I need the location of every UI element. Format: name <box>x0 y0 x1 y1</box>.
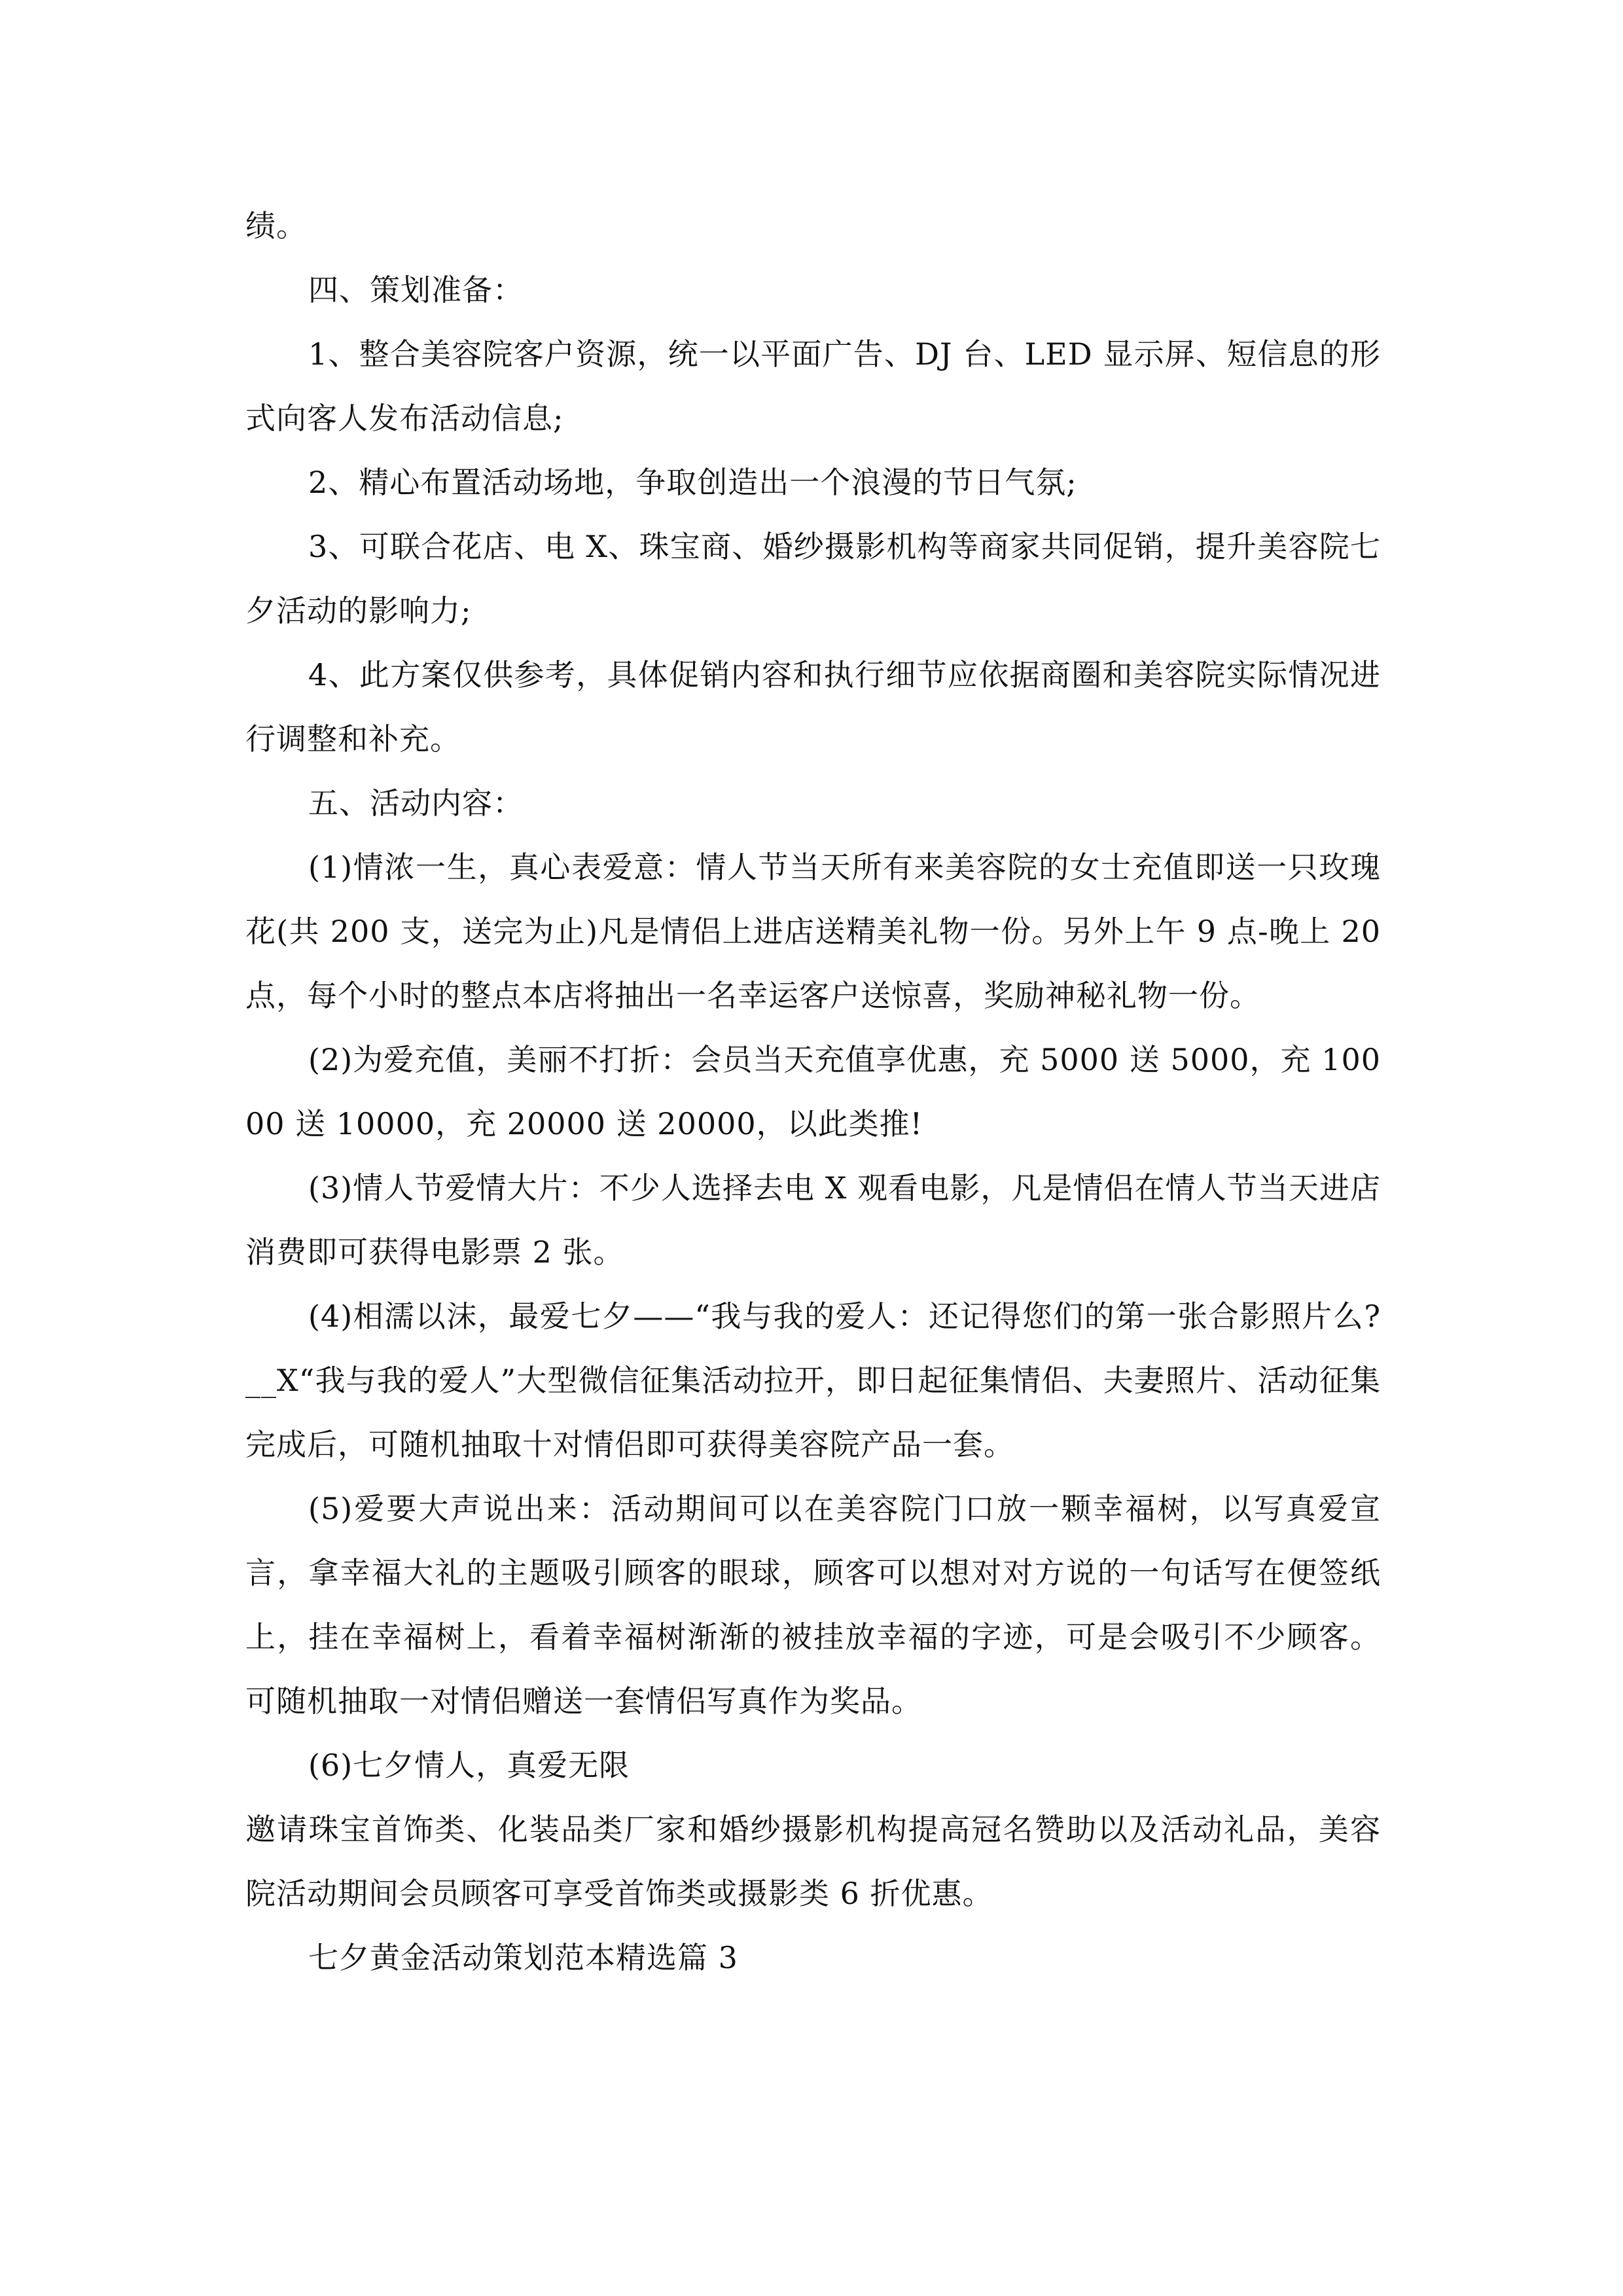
next-section-title: 七夕黄金活动策划范本精选篇 3 <box>308 1940 738 1975</box>
paragraph-activity-4: (4)相濡以沫，最爱七夕——“我与我的爱人：还记得您们的第一张合影照片么?__X“我与我的爱人”大型微信征集活动拉开，即日起征集情侣、夫妻照片、活动征集完成后，可随机抽取十对情侣即可获得美容院产品一套。 <box>245 1299 1381 1462</box>
paragraph-prep-4: 4、此方案仅供参考，具体促销内容和执行细节应依据商圈和美容院实际情况进行调整和补充。 <box>245 657 1381 757</box>
paragraph-prep-3: 3、可联合花店、电 X、珠宝商、婚纱摄影机构等商家共同促销，提升美容院七夕活动的影响力; <box>245 529 1381 628</box>
paragraph-prep-2: 2、精心布置活动场地，争取创造出一个浪漫的节日气氛; <box>308 465 1077 500</box>
paragraph-activity-5: (5)爱要大声说出来：活动期间可以在美容院门口放一颗幸福树，以写真爱宣言，拿幸福大礼的主题吸引顾客的眼球，顾客可以想对对方说的一句话写在便签纸上，挂在幸福树上，看着幸福树渐渐的被挂放幸福的字迹，可是会吸引不少顾客。可随机抽取一对情侣赠送一套情侣写真作为奖品。 <box>245 1491 1381 1719</box>
paragraph-continuation: 绩。 <box>245 208 307 243</box>
section-heading-content: 五、活动内容： <box>308 785 524 821</box>
paragraph-activity-1: (1)情浓一生，真心表爱意：情人节当天所有来美容院的女士充值即送一只玫瑰花(共 200 支，送完为止)凡是情侣上进店送精美礼物一份。另外上午 9 点-晚上 20 点，每个小时的整点本店将抽出一名幸运客户送惊喜，奖励神秘礼物一份。 <box>245 850 1381 1013</box>
document-body <box>245 194 1381 1990</box>
paragraph-activity-3: (3)情人节爱情大片：不少人选择去电 X 观看电影，凡是情侣在情人节当天进店消费即可获得电影票 2 张。 <box>245 1170 1381 1270</box>
section-heading-preparation: 四、策划准备： <box>308 272 524 308</box>
paragraph-prep-1: 1、整合美容院客户资源，统一以平面广告、DJ 台、LED 显示屏、短信息的形式向客人发布活动信息; <box>245 336 1381 436</box>
paragraph-activity-2: (2)为爱充值，美丽不打折：会员当天充值享优惠，充 5000 送 5000，充 10000 送 10000，充 20000 送 20000，以此类推! <box>245 1042 1381 1141</box>
paragraph-activity-6: (6)七夕情人，真爱无限 <box>308 1748 630 1783</box>
paragraph-sponsor: 邀请珠宝首饰类、化装品类厂家和婚纱摄影机构提高冠名赞助以及活动礼品，美容院活动期间会员顾客可享受首饰类或摄影类 6 折优惠。 <box>245 1812 1381 1911</box>
